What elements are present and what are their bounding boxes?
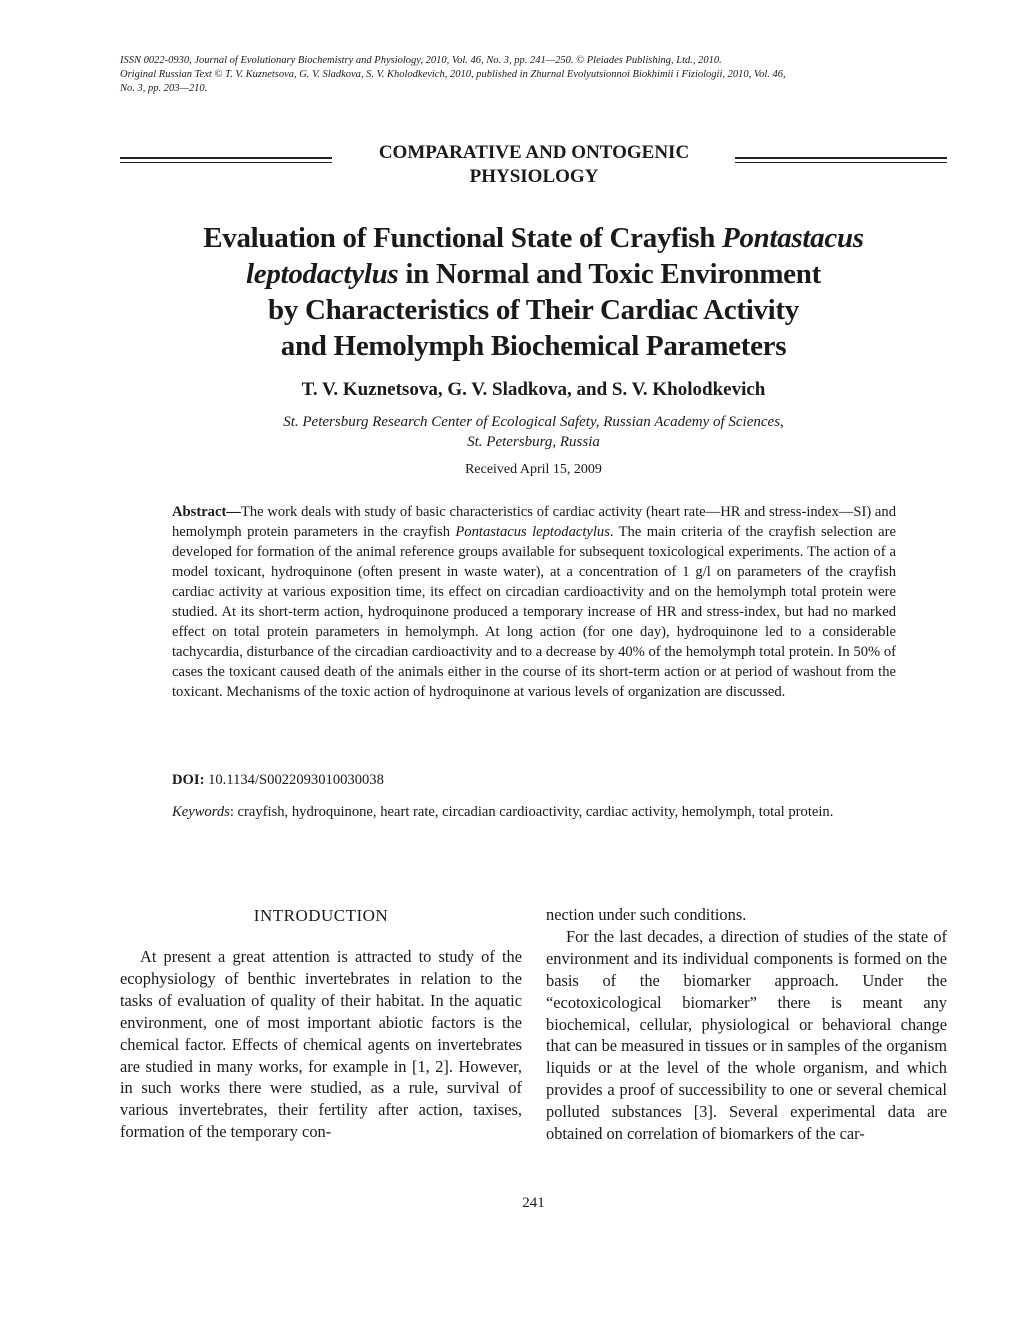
title-line-1: Evaluation of Functional State of Crayfish Pontastacus (203, 222, 864, 254)
received-date: Received April 15, 2009 (465, 462, 602, 477)
page-number: 241 (522, 1195, 545, 1211)
title-line-4: and Hemolymph Biochemical Parameters (280, 330, 787, 362)
section-heading (120, 141, 947, 189)
journal-header (120, 54, 940, 96)
doi (172, 770, 896, 790)
title-line-3: by Characteristics of Their Cardiac Activity (267, 294, 799, 326)
abstract (172, 502, 896, 702)
intro-continuation: nection under such conditions. (546, 905, 747, 924)
right-double-rule (735, 157, 947, 163)
species-epithet: leptodactylus (246, 258, 399, 290)
left-column (120, 946, 522, 1143)
abstract-label: Abstract— (172, 504, 241, 520)
intro-paragraph-1: At present a great attention is attracted to study of the ecophysiology of benthic invertebrates in relation to the tasks of evaluation of quality of their habitat. In the aquatic environment, one of most important abiotic factors is the chemical factor. Effects of chemical agents on invertebrates are studied in many works, for example in [1, 2]. However, in such works there were studied, as a rule, survival of various invertebrates, their fertility after action, taxises, formation of the temporary con- (120, 947, 522, 1142)
doi-label: DOI: (172, 772, 205, 788)
authors: T. V. Kuznetsova, G. V. Sladkova, and S. V. Kholodkevich (301, 379, 766, 400)
affiliation-line-1: St. Petersburg Research Center of Ecological Safety, Russian Academy of Sciences, (283, 414, 784, 430)
affiliation-line-2: St. Petersburg, Russia (467, 434, 600, 450)
section-title (334, 141, 734, 189)
species-genus: Pontastacus (722, 222, 864, 254)
title-line-2: leptodactylus in Normal and Toxic Environment (246, 258, 821, 290)
section-title-line-2: PHYSIOLOGY (469, 166, 599, 187)
keywords (172, 802, 896, 822)
header-line-2: Original Russian Text © T. V. Kuznetsova, G. V. Sladkova, S. V. Kholodkevich, 2010, published in Zhurnal Evolyutsionnoi Biokhimii i Fiziologii, 2010, Vol. 46, (120, 69, 786, 80)
header-line-1: ISSN 0022-0930, Journal of Evolutionary Biochemistry and Physiology, 2010, Vol. 46, No. 3, pp. 241—250. © Pleiades Publishing, Ltd., 2010. (120, 55, 722, 66)
intro-paragraph-2: For the last decades, a direction of studies of the state of environment and its individual components is formed on the basis of the biomarker approach. Under the “ecotoxicological biomarker” there is meant any biochemical, cellular, physiological or behavioral change that can be measured in tissues or in samples of the organism liquids or at the level of the whole organism, and which provides a proof of successibility to one or several chemical polluted substances [3]. Several experimental data are obtained on correlation of biomarkers of the car- (546, 926, 947, 1144)
section-title-line-1: COMPARATIVE AND ONTOGENIC (378, 142, 690, 163)
abstract-text-1: The work deals with study of basic characteristics of cardiac activity (heart rate—HR and stress-index—SI) and hemolymph protein parameters in the crayfish (172, 504, 896, 540)
article-title (120, 220, 947, 364)
left-double-rule (120, 157, 332, 163)
right-column (546, 904, 947, 1145)
header-line-3: No. 3, pp. 203—210. (120, 83, 208, 94)
affiliation (120, 412, 947, 452)
doi-value[interactable]: 10.1134/S0022093010030038 (204, 772, 384, 788)
introduction-heading: INTRODUCTION (253, 906, 389, 925)
abstract-text-2: . The main criteria of the crayfish selection are developed for formation of the animal reference groups available for subsequent toxicological experiments. The action of a model toxicant, hydroquinone (often present in waste water), at a concentration of 1 g/l on parameters of the crayfish cardiac activity at various exposition time, its effect on circadian cardioactivity and on the hemolymph total protein were studied. At its short-term action, hydroquinone produced a temporary increase of HR and stress-index, but had no marked effect on total protein parameters in hemolymph. At long action (for one day), hydroquinone led to a considerable tachycardia, disturbance of the circadian cardioactivity and to a decrease by 40% of the hemolymph total protein. In 50% of cases the toxicant caused death of the animals either in the course of its short-term action or at period of washout from the toxicant. Mechanisms of the toxic action of hydroquinone at various levels of organization are discussed. (172, 524, 896, 700)
keywords-text: : crayfish, hydroquinone, heart rate, circadian cardioactivity, cardiac activity, hemolymph, total protein. (229, 804, 834, 820)
keywords-label: Keywords (172, 804, 230, 820)
abstract-species: Pontastacus leptodactylus (455, 524, 610, 540)
